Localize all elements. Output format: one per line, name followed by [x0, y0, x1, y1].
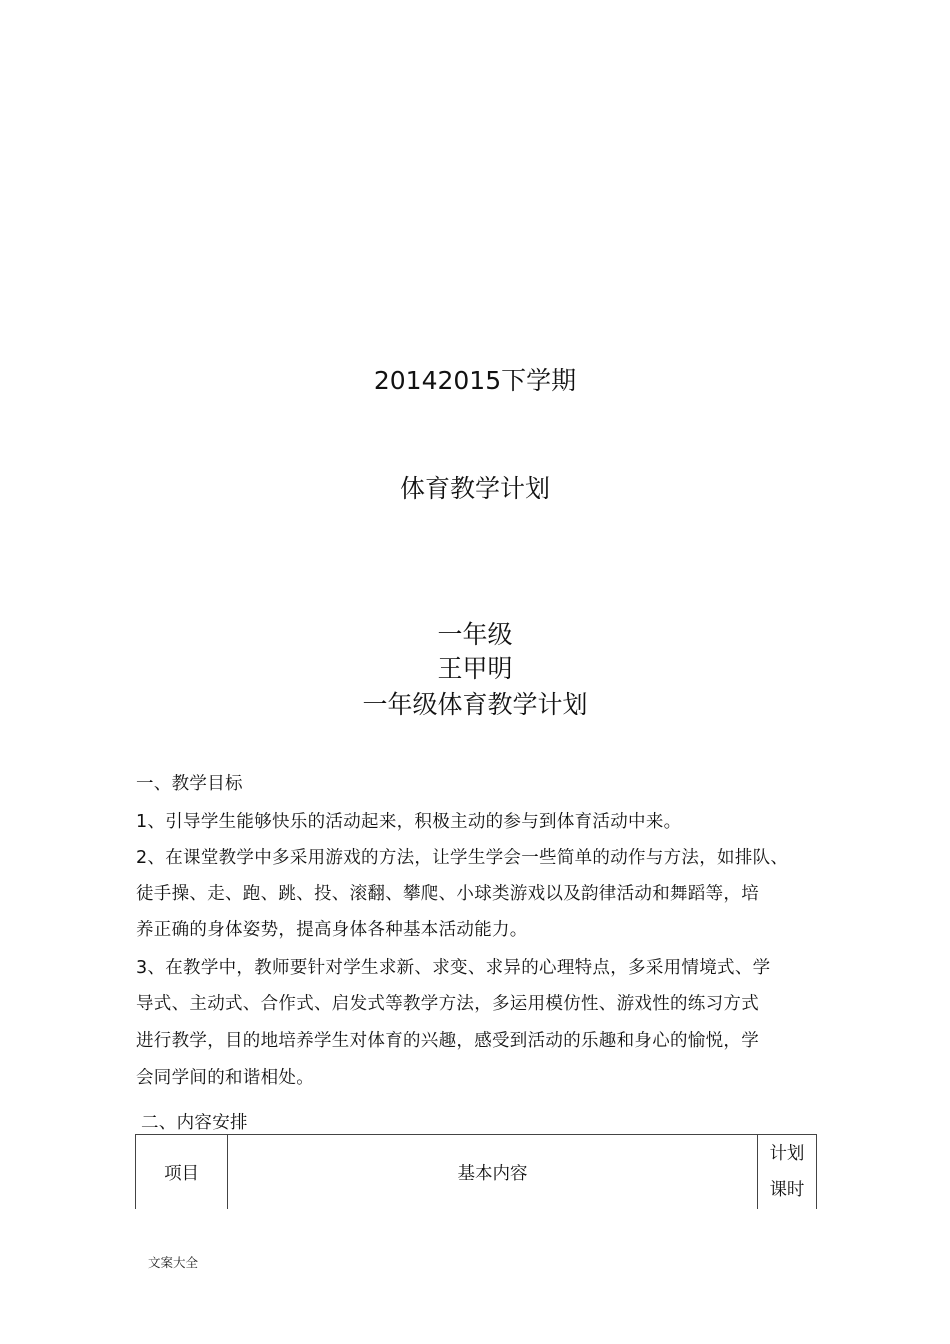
goal-line: 养正确的身体姿势，提高身体各种基本活动能力。	[136, 920, 528, 940]
header-planned-hours	[757, 1135, 816, 1210]
goal-line: 会同学间的和谐相处。	[136, 1068, 314, 1088]
table-header-row	[136, 1135, 817, 1210]
section-heading-goals: 一、教学目标	[136, 774, 243, 794]
content-arrangement-table	[135, 1134, 817, 1209]
goal-line: 进行教学，目的地培养学生对体育的兴趣，感受到活动的乐趣和身心的愉悦，学	[136, 1031, 759, 1051]
document-title: 一年级体育教学计划	[362, 690, 588, 719]
header-content: 基本内容	[228, 1135, 758, 1210]
page-footer: 文案大全	[148, 1255, 199, 1270]
grade-title: 一年级	[437, 620, 513, 649]
header-planned-hours-line1: 计划	[769, 1144, 805, 1164]
goal-line: 徒手操、走、跑、跳、投、滚翻、攀爬、小球类游戏以及韵律活动和舞蹈等，培	[136, 884, 759, 904]
header-planned-hours-line2: 课时	[769, 1180, 805, 1200]
goal-line: 1、引导学生能够快乐的活动起来，积极主动的参与到体育活动中来。	[136, 812, 682, 832]
term-title: 20142015下学期	[373, 366, 577, 395]
header-item: 项目	[136, 1135, 228, 1210]
plan-title: 体育教学计划	[399, 474, 550, 503]
goal-line: 2、在课堂教学中多采用游戏的方法，让学生学会一些简单的动作与方法，如排队、	[136, 848, 789, 868]
section-heading-content: 二、内容安排	[141, 1113, 248, 1133]
goal-line: 导式、主动式、合作式、启发式等教学方法，多运用模仿性、游戏性的练习方式	[136, 994, 759, 1014]
teacher-name: 王甲明	[437, 654, 513, 683]
goal-line: 3、在教学中，教师要针对学生求新、求变、求异的心理特点，多采用情境式、学	[136, 958, 771, 978]
